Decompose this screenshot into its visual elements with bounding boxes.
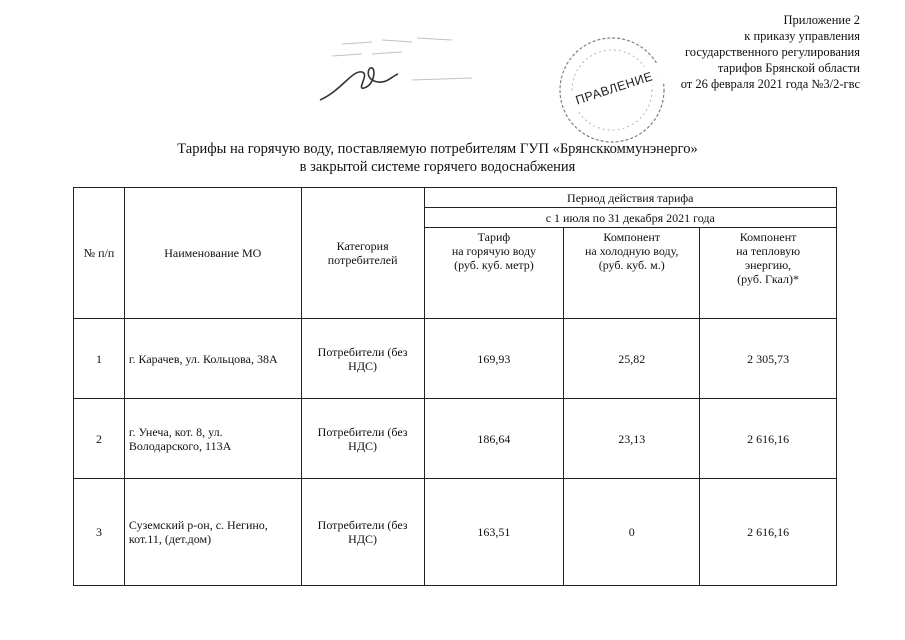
- header-heat-line: на тепловую: [736, 244, 801, 258]
- cell-heat: 2 616,16: [700, 479, 837, 586]
- cell-tariff: 186,64: [424, 399, 564, 479]
- cell-num: 1: [74, 319, 125, 399]
- appendix-line: тарифов Брянской области: [717, 61, 860, 75]
- cell-tariff: 163,51: [424, 479, 564, 586]
- cell-cold: 25,82: [564, 319, 700, 399]
- cell-cold: 0: [564, 479, 700, 586]
- cell-category: Потребители (без НДС): [301, 399, 424, 479]
- tariff-table: [73, 187, 837, 586]
- appendix-line: государственного регулирования: [684, 45, 860, 59]
- cell-category: Потребители (без НДС): [301, 319, 424, 399]
- header-period: Период действия тарифа: [424, 188, 836, 208]
- appendix-line: к приказу управления: [744, 29, 860, 43]
- header-period-range: с 1 июля по 31 декабря 2021 года: [424, 208, 836, 228]
- cell-tariff: 169,93: [424, 319, 564, 399]
- cell-num: 2: [74, 399, 125, 479]
- cell-heat: 2 305,73: [700, 319, 837, 399]
- header-tariff-line: (руб. куб. метр): [454, 258, 534, 272]
- signature-mark: [312, 30, 482, 105]
- title-line-2: в закрытой системе горячего водоснабжения: [299, 159, 576, 175]
- header-heat-line: (руб. Гкал)*: [737, 272, 799, 286]
- header-tariff: [424, 228, 564, 319]
- appendix-line: от 26 февраля 2021 года №3/2-гвс: [680, 77, 860, 91]
- header-cold-line: (руб. куб. м.): [598, 258, 665, 272]
- header-heat: [700, 228, 837, 319]
- header-num: № п/п: [74, 188, 125, 319]
- header-cold-line: Компонент: [603, 230, 661, 244]
- table-row: [74, 319, 837, 399]
- header-heat-line: энергию,: [744, 258, 792, 272]
- appendix-line: Приложение 2: [783, 13, 860, 27]
- cell-mo: г. Карачев, ул. Кольцова, 38А: [124, 319, 301, 399]
- table-header-row: [74, 188, 837, 208]
- cell-mo: Суземский р-он, с. Негино, кот.11, (дет.дом): [124, 479, 301, 586]
- header-category: Категория потребителей: [301, 188, 424, 319]
- cell-category: Потребители (без НДС): [301, 479, 424, 586]
- stamp-seal: [552, 28, 672, 148]
- table-row: [74, 479, 837, 586]
- header-tariff-line: на горячую воду: [451, 244, 537, 258]
- appendix-header: [681, 12, 860, 92]
- header-cold: [564, 228, 700, 319]
- cell-num: 3: [74, 479, 125, 586]
- cell-heat: 2 616,16: [700, 399, 837, 479]
- cell-mo: г. Унеча, кот. 8, ул. Володарского, 113А: [124, 399, 301, 479]
- header-cold-line: на холодную воду,: [585, 244, 679, 258]
- header-tariff-line: Тариф: [477, 230, 511, 244]
- header-mo: Наименование МО: [124, 188, 301, 319]
- header-heat-line: Компонент: [739, 230, 797, 244]
- document-title: [0, 140, 905, 176]
- stamp-text: ПРАВЛЕНИЕ: [573, 69, 655, 108]
- title-line-1: Тарифы на горячую воду, поставляемую потребителям ГУП «Брянсккоммунэнерго»: [177, 141, 698, 157]
- cell-cold: 23,13: [564, 399, 700, 479]
- table-row: [74, 399, 837, 479]
